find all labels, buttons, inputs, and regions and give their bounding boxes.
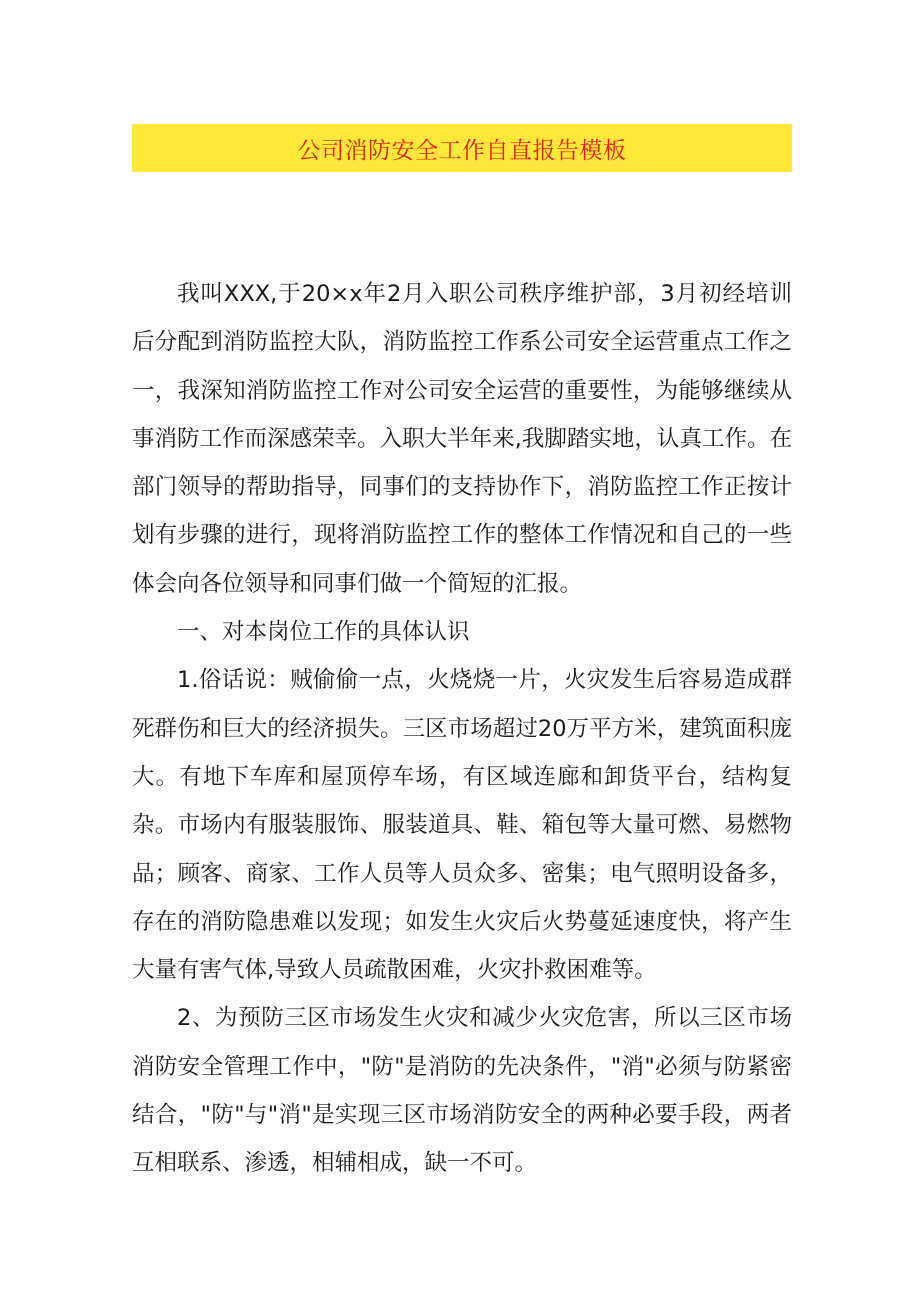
document-body bbox=[132, 270, 792, 1188]
paragraph-intro: 我叫XXX,于20×x年2月入职公司秩序维护部，3月初经培训后分配到消防监控大队，消防监控工作系公司安全运营重点工作之一，我深知消防监控工作对公司安全运营的重要性，为能够继续从事消防工作而深感荣幸。入职大半年来,我脚踏实地，认真工作。在部门领导的帮助指导，同事们的支持协作下，消防监控工作正按计划有步骤的进行，现将消防监控工作的整体工作情况和自己的一些体会向各位领导和同事们做一个简短的汇报。 bbox=[132, 281, 792, 597]
document-title: 公司消防安全工作自直报告模板 bbox=[297, 137, 627, 164]
paragraph-point-2: 2、为预防三区市场发生火灾和减少火灾危害，所以三区市场消防安全管理工作中，"防"是消防的先决条件，"消"必须与防紧密结合，"防"与"消"是实现三区市场消防安全的两种必要手段，两者互相联系、渗透，相辅相成，缺一不可。 bbox=[132, 1005, 792, 1177]
section-heading: 一、对本岗位工作的具体认识 bbox=[177, 619, 470, 646]
title-highlight-bar bbox=[132, 124, 792, 172]
paragraph-point-1: 1.俗话说：贼偷偷一点，火烧烧一片，火灾发生后容易造成群死群伤和巨大的经济损失。三区市场超过20万平方米，建筑面积庞大。有地下车库和屋顶停车场，有区域连廊和卸货平台，结构复杂。市场内有服装服饰、服装道具、鞋、箱包等大量可燃、易燃物品；顾客、商家、工作人员等人员众多、密集；电气照明设备多，存在的消防隐患难以发现；如发生火灾后火势蔓延速度快，将产生大量有害气体,导致人员疏散困难，火灾扑救困难等。 bbox=[132, 667, 792, 984]
